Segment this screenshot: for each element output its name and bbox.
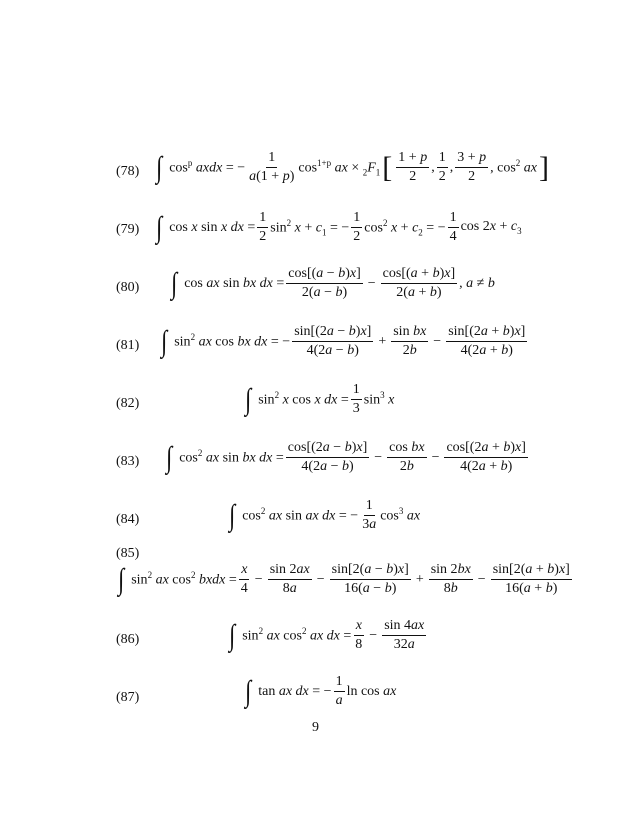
equation-number: (85)	[116, 546, 140, 561]
equation-84: ∫ $\cos^2$ ax sin ax dx = − $\frac{1}{3a}$ $\cos^3$ ax	[229, 498, 421, 533]
equation-number: (81)	[116, 338, 140, 353]
equation-87: ∫ tan ax dx = − $\frac{1}{a}$ ln cos ax	[245, 674, 397, 709]
equation-83: ∫ $\cos^2$ ax sin bx dx = $\frac{\cos[(2a - b)x]}{4(2a - b)}$ − $\frac{\text{cos bx}}{2b}$ − $\frac{\cos[(2a + b)x]}{4(2a + b)}$	[166, 440, 526, 475]
equation-86: ∫ $\sin^2$ ax $\cos^2$ ax dx = $\frac{x}{8}$ − $\frac{\sin 4ax}{32a}$	[229, 618, 425, 653]
equation-number: (86)	[116, 632, 140, 647]
equation-79: ∫ cos x sin x dx = $\frac{1}{2}$ $\sin^2 x + c_1$ = − $\frac{1}{2}$ $\cos^2 x + c_2$ = − $\frac{1}{4}$ $\cos 2x + c_3$	[156, 210, 522, 245]
page-number: 9	[312, 720, 319, 735]
equation-82: ∫ $\sin^2 x$ cos x dx = $\frac{1}{3}$ $\sin^3 x$	[245, 382, 395, 417]
equation-number: (83)	[116, 454, 140, 469]
equation-78: ∫ $\cos^p$ axdx = − $\frac{1}{a(1 + p)}$ $\cos^{1+p}$ ax × $_2F_1$ [ $\frac{1 + p}{2}$ , $\frac{1}{2}$ , $\frac{3 + p}{2}$ , $\cos^2$ ax ]	[156, 150, 549, 185]
equation-number: (80)	[116, 280, 140, 295]
equation-number: (87)	[116, 690, 140, 705]
equation-80: ∫ cos ax sin bx dx = $\frac{\cos[(a - b)x]}{2(a - b)}$ − $\frac{\cos[(a + b)x]}{2(a + b)}$ , a ≠ b	[171, 266, 495, 301]
equation-85: ∫ $\sin^2$ ax $\cos^2$ bxdx = $\frac{x}{4}$ − $\frac{\sin 2ax}{8a}$ − $\frac{\sin[2(a - b)x]}{16(a - b)}$ + $\frac{\sin 2bx}{8b}$ − $\frac{\sin[2(a + b)x]}{16(a + b)}$	[118, 562, 570, 597]
equation-81: ∫ $\sin^2$ ax cos bx dx = − $\frac{\sin[(2a - b)x]}{4(2a - b)}$ + $\frac{\text{sin bx}}{2b}$ − $\frac{\sin[(2a + b)x]}{4(2a + b)}$	[161, 324, 526, 359]
equation-number: (78)	[116, 164, 140, 179]
equation-number: (79)	[116, 222, 140, 237]
equation-number: (82)	[116, 396, 140, 411]
equation-number: (84)	[116, 512, 140, 527]
